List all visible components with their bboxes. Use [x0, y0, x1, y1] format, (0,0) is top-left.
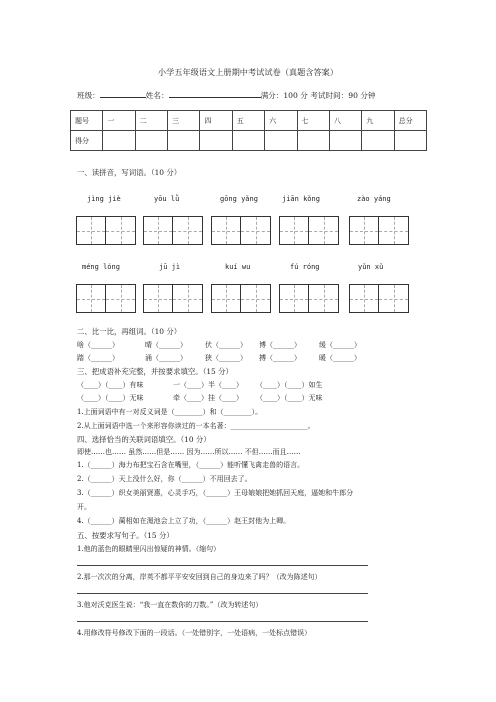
pinyin-label: yǔn xǔ	[358, 263, 384, 271]
score-header-cell: 八	[329, 111, 361, 131]
section-3-title: 三、把成语补充完整，并按要求填空。（15 分）	[77, 367, 233, 376]
writing-grid[interactable]	[279, 284, 339, 313]
idiom-item[interactable]: 牵（____）挂（____）	[173, 394, 243, 402]
score-cell[interactable]	[297, 131, 329, 151]
score-cell[interactable]	[200, 131, 232, 151]
idiom-question-2[interactable]: 2.从上面词语中选一个来形容你读过的一本名著：______________________。	[77, 422, 315, 430]
idiom-item[interactable]: 一（____）半（____）	[173, 381, 243, 389]
score-cell[interactable]	[103, 131, 135, 151]
pinyin-label: fú róng	[290, 263, 320, 271]
score-header-cell: 七	[297, 111, 329, 131]
compare-item[interactable]: 缓（______）	[319, 341, 361, 349]
class-label: 班级：	[77, 91, 100, 100]
score-header-cell: 六	[265, 111, 297, 131]
full-score: 满分：100 分	[260, 91, 308, 100]
compare-item[interactable]: 狭（______）	[205, 354, 247, 362]
score-cell[interactable]	[232, 131, 264, 151]
score-cell[interactable]	[168, 131, 200, 151]
idiom-item[interactable]: （____）（____）无味	[77, 394, 144, 402]
sentence-task: 1.他的蓝色的眼睛里闪出惊疑的神情。（缩句）	[77, 545, 221, 553]
compare-item[interactable]: 踏（______）	[77, 354, 119, 362]
score-cell[interactable]	[265, 131, 297, 151]
writing-grid[interactable]	[76, 284, 136, 313]
pinyin-label: yōu lǜ	[154, 195, 180, 203]
score-header-cell: 九	[362, 111, 394, 131]
score-cell[interactable]	[362, 131, 394, 151]
page-title: 小学五年级语文上册期中考试试卷（真题含答案）	[157, 67, 339, 77]
name-blank[interactable]	[169, 90, 261, 98]
writing-grid[interactable]	[211, 284, 271, 313]
writing-grid[interactable]	[349, 216, 409, 245]
pinyin-label: jiān kǒng	[282, 195, 320, 203]
compare-item[interactable]: 啥（______）	[77, 341, 119, 349]
section-2-title: 二、比一比，再组词。（10 分）	[77, 327, 182, 336]
score-header-cell: 一	[103, 111, 135, 131]
score-table-header-row	[71, 111, 427, 131]
score-table	[70, 110, 427, 151]
conjunction-item[interactable]: 1.（______）海力布把宝石含在嘴里，（______）能听懂飞禽走兽的语言。	[77, 461, 305, 469]
idiom-item[interactable]: （____）（____）无味	[256, 394, 323, 402]
sentence-task: 2.那一次次的分离，岸英不都平平安安回到自己的身边来了吗？（改为陈述句）	[77, 573, 322, 581]
writing-grid[interactable]	[279, 216, 339, 245]
score-cell[interactable]	[135, 131, 167, 151]
score-header-cell: 题号	[71, 111, 103, 131]
pinyin-label: gōng yǎng	[220, 195, 258, 203]
writing-grid[interactable]	[76, 216, 136, 245]
pinyin-label: kuí wu	[225, 263, 251, 271]
compare-item[interactable]: 晴（______）	[145, 341, 187, 349]
writing-grid[interactable]	[211, 216, 271, 245]
idiom-question-1[interactable]: 1.上面词语中有一对反义词是（________）和（________）。	[77, 408, 263, 416]
compare-item[interactable]: 搏（______）	[259, 354, 301, 362]
compare-item[interactable]: 暖（______）	[319, 354, 361, 362]
name-label: 姓名：	[145, 91, 169, 100]
idiom-item[interactable]: （____）（____）有味	[77, 381, 144, 389]
section-4-title: 四、选择恰当的关联词语填空。（10 分）	[77, 435, 211, 444]
score-cell[interactable]	[394, 131, 426, 151]
score-row-label: 得分	[71, 131, 103, 151]
conjunction-item-continued: 开。	[77, 503, 91, 511]
pinyin-label: méng lóng	[82, 263, 120, 271]
idiom-item[interactable]: （____）（____）如生	[256, 381, 323, 389]
writing-grid[interactable]	[143, 284, 203, 313]
conjunction-item[interactable]: 3.（______）织女美丽贤惠，心灵手巧，（______）王母娘娘把她抓回天庭，逼她和牛郎分	[77, 489, 354, 497]
conjunction-item[interactable]: 2.（______）天上没什么好，你（______）不用回去了。	[77, 475, 252, 483]
conjunction-item[interactable]: 4.（______）蔺相如在渑池会上立了功，（______）赵王封他为上卿。	[77, 517, 291, 525]
answer-line[interactable]	[77, 593, 368, 594]
answer-line[interactable]	[77, 565, 368, 566]
section-5-title: 五、按要求写句子。（15 分）	[77, 531, 174, 540]
score-header-cell: 总分	[394, 111, 426, 131]
sentence-task: 3.他对沃克医生说：“我一直在数你的刀数。”（改为转述句）	[77, 601, 263, 609]
sentence-task: 4.用修改符号修改下面的一段话。（一处错别字，一处语病，一处标点错误）	[77, 629, 312, 637]
answer-line[interactable]	[77, 621, 368, 622]
exam-time: 考试时间：90 分钟	[310, 91, 376, 100]
conjunction-options: 即使……也…… 虽然……但是…… 因为……所以…… 不但……而且……	[77, 448, 301, 456]
compare-item[interactable]: 博（______）	[259, 341, 301, 349]
score-header-cell: 二	[135, 111, 167, 131]
pinyin-label: jū jì	[159, 263, 181, 271]
writing-grid[interactable]	[349, 284, 409, 313]
student-info-line	[77, 90, 376, 101]
writing-grid[interactable]	[143, 216, 203, 245]
score-cell[interactable]	[329, 131, 361, 151]
score-header-cell: 三	[168, 111, 200, 131]
compare-item[interactable]: 涌（______）	[145, 354, 187, 362]
section-1-title: 一、读拼音，写词语。（10 分）	[77, 168, 182, 177]
score-header-cell: 四	[200, 111, 232, 131]
pinyin-label: zào yáng	[357, 195, 391, 203]
pinyin-label: jìng jiè	[87, 195, 121, 203]
class-blank[interactable]	[100, 90, 146, 98]
score-table-score-row	[71, 131, 427, 151]
score-header-cell: 五	[232, 111, 264, 131]
compare-item[interactable]: 伏（______）	[205, 341, 247, 349]
